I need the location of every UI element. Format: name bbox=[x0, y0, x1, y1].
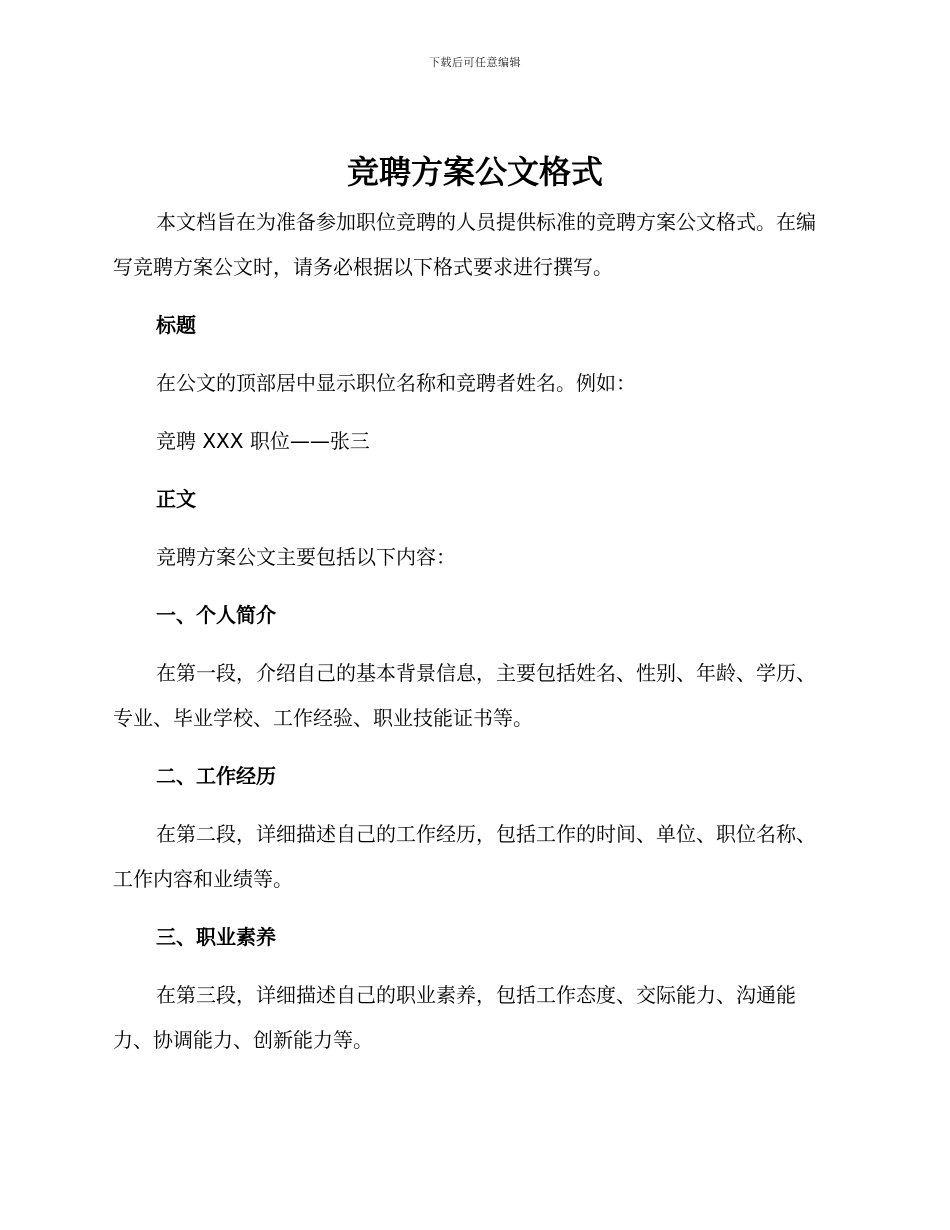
title-example: 竞聘 XXX 职位——张三 bbox=[156, 429, 370, 453]
document-title: 竞聘方案公文格式 bbox=[346, 153, 603, 191]
title-description: 在公文的顶部居中显示职位名称和竞聘者姓名。例如： bbox=[156, 371, 636, 395]
section2-text: 在第二段，详细描述自己的工作经历，包括工作的时间、单位、职位名称、工作内容和业绩等。 bbox=[113, 822, 816, 891]
section3-heading: 三、职业素养 bbox=[156, 925, 276, 949]
document-body bbox=[113, 200, 835, 1063]
intro-paragraph: 本文档旨在为准备参加职位竞聘的人员提供标准的竞聘方案公文格式。在编写竞聘方案公文时，请务必根据以下格式要求进行撰写。 bbox=[113, 210, 816, 279]
body-description: 竞聘方案公文主要包括以下内容： bbox=[156, 545, 456, 569]
section3-text: 在第三段，详细描述自己的职业素养，包括工作态度、交际能力、沟通能力、协调能力、创新能力等。 bbox=[113, 983, 796, 1052]
header-note: 下载后可任意编辑 bbox=[429, 56, 521, 69]
heading-title: 标题 bbox=[156, 313, 196, 337]
section2-heading: 二、工作经历 bbox=[156, 764, 276, 788]
section1-heading: 一、个人简介 bbox=[156, 603, 276, 627]
heading-body: 正文 bbox=[156, 487, 196, 511]
section1-text: 在第一段，介绍自己的基本背景信息，主要包括姓名、性别、年龄、学历、专业、毕业学校、工作经验、职业技能证书等。 bbox=[113, 661, 816, 730]
